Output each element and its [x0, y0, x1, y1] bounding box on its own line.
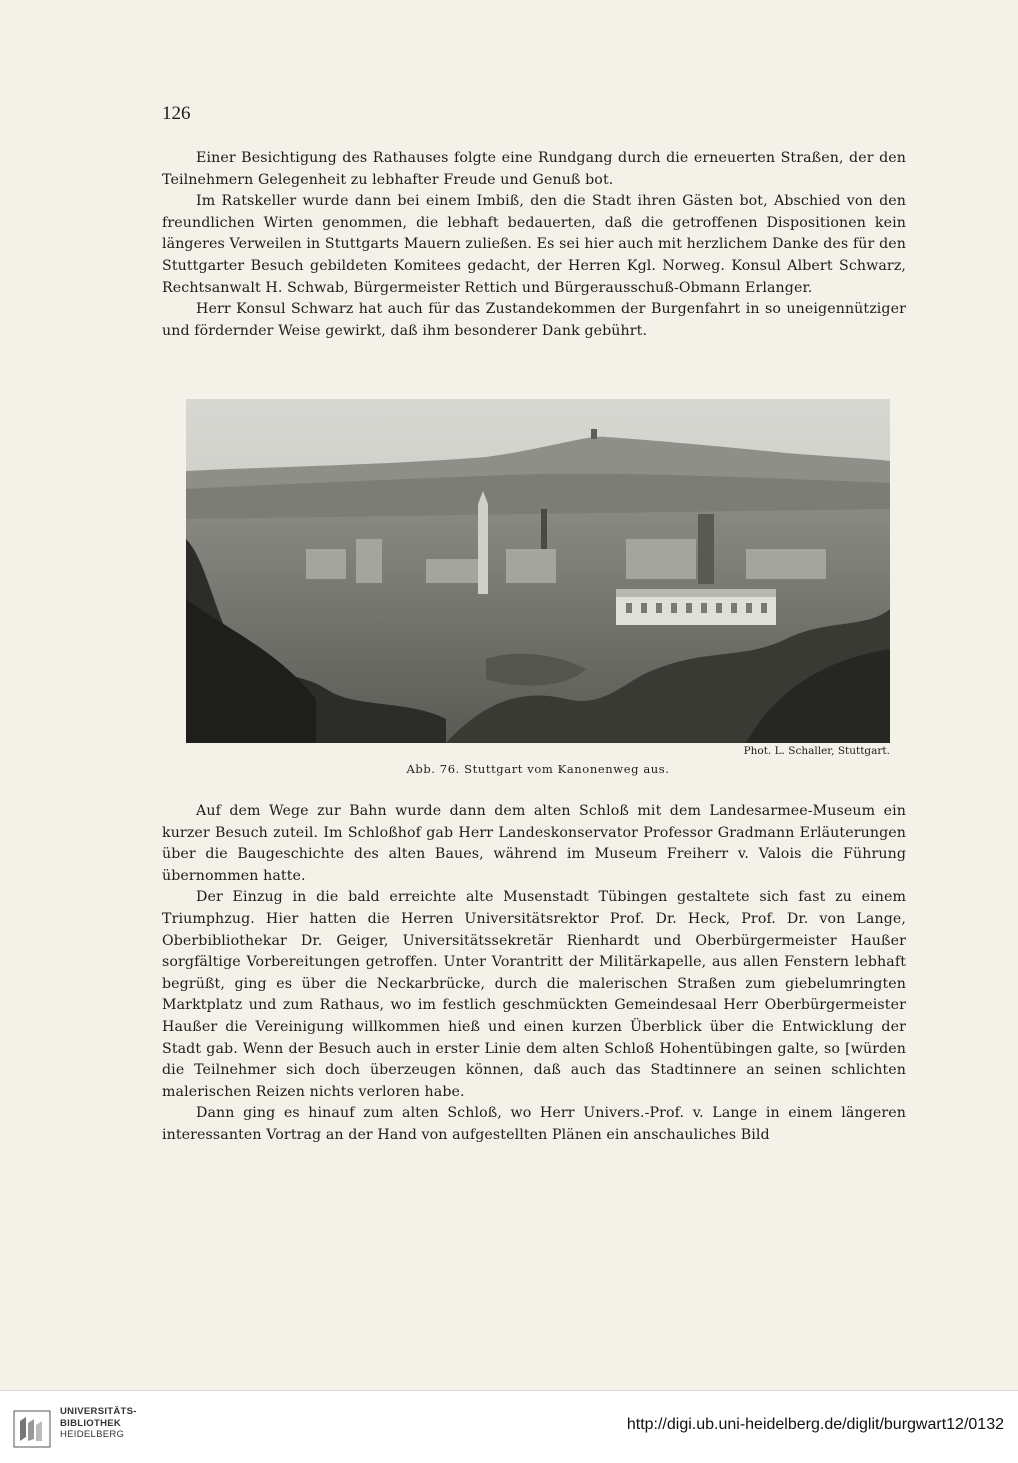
photo-illustration [186, 399, 890, 743]
paragraph: Herr Konsul Schwarz hat auch für das Zustandekommen der Burgenfahrt in so uneigennütziger und fördernder Weise gewirkt, daß ihm besonderer Dank gebührt. [162, 301, 906, 339]
paragraph: Dann ging es hinauf zum alten Schloß, wo Herr Univers.-Prof. v. Lange in einem längeren interessanten Vortrag an der Hand von aufgestellten Plänen ein anschauliches Bild [162, 1105, 906, 1143]
paragraph: Der Einzug in die bald erreichte alte Musenstadt Tübingen gestaltete sich fast zu einem Triumphzug. Hier hatten die Herren Universitätsrektor Prof. Dr. Heck, Prof. Dr. von Lange, Oberbibliothekar Dr. Geiger, Universitätssekretär Rienhardt und Oberbürgermeister Haußer sorgfältige Vorbereitungen getroffen. Unter Vorantritt der Militärkapelle, aus allen Fenstern lebhaft begrüßt, ging es über die Neckarbrücke, durch die malerischen Straßen zum giebelumringten Marktplatz und zum Rathaus, wo im festlich geschmückten Gemeindesaal Herr Oberbürgermeister Haußer die Vereinigung willkommen hieß und einen kurzen Überblick über die Entwicklung der Stadt gab. Wenn der Besuch auch in erster Linie dem alten Schloß Hohentübingen galte, so [würden die Teilnehmer sich doch überzeugen können, daß auch das Stadtinnere an seinen schlichten malerischen Reizen nichts verloren habe. [162, 889, 906, 1100]
library-logo-icon [12, 1409, 52, 1449]
text-block-top [162, 148, 906, 342]
library-name [60, 1406, 137, 1441]
photo-credit: Phot. L. Schaller, Stuttgart. [743, 745, 890, 757]
source-url-link[interactable]: http://digi.ub.uni-heidelberg.de/diglit/burgwart12/0132 [626, 1416, 1004, 1433]
library-name-line: HEIDELBERG [60, 1429, 125, 1440]
library-name-line: UNIVERSITÄTS- [60, 1406, 137, 1417]
figure-caption: Abb. 76. Stuttgart vom Kanonenweg aus. [406, 762, 670, 776]
library-footer [0, 1390, 1018, 1463]
paragraph: Im Ratskeller wurde dann bei einem Imbiß, den die Stadt ihren Gästen bot, Abschied von den freundlichen Wirten genommen, die lebhaft bedauerten, daß die getroffenen Dispositionen kein längeres Verweilen in Stuttgarts Mauern zuließen. Es sei hier auch mit herzlichem Danke des für den Stuttgarter Besuch gebildeten Komitees gedacht, der Herren Kgl. Norweg. Konsul Albert Schwarz, Rechtsanwalt H. Schwab, Bürgermeister Rettich und Bürgerausschuß-Obmann Erlanger. [162, 193, 906, 296]
figure-photo-stuttgart [186, 399, 890, 743]
text-block-bottom [162, 801, 906, 1147]
page-number: 126 [162, 103, 191, 124]
paragraph: Auf dem Wege zur Bahn wurde dann dem alten Schloß mit dem Landesarmee-Museum ein kurzer Besuch zuteil. Im Schloßhof gab Herr Landeskonservator Professor Gradmann Erläuterungen über die Baugeschichte des alten Baues, während im Museum Freiherr v. Valois die Führung übernommen hatte. [162, 803, 906, 884]
library-name-line: BIBLIOTHEK [60, 1417, 122, 1429]
paragraph: Einer Besichtigung des Rathauses folgte eine Rundgang durch die erneuerten Straßen, der den Teilnehmern Gelegenheit zu lebhafter Freude und Genuß bot. [162, 150, 906, 188]
